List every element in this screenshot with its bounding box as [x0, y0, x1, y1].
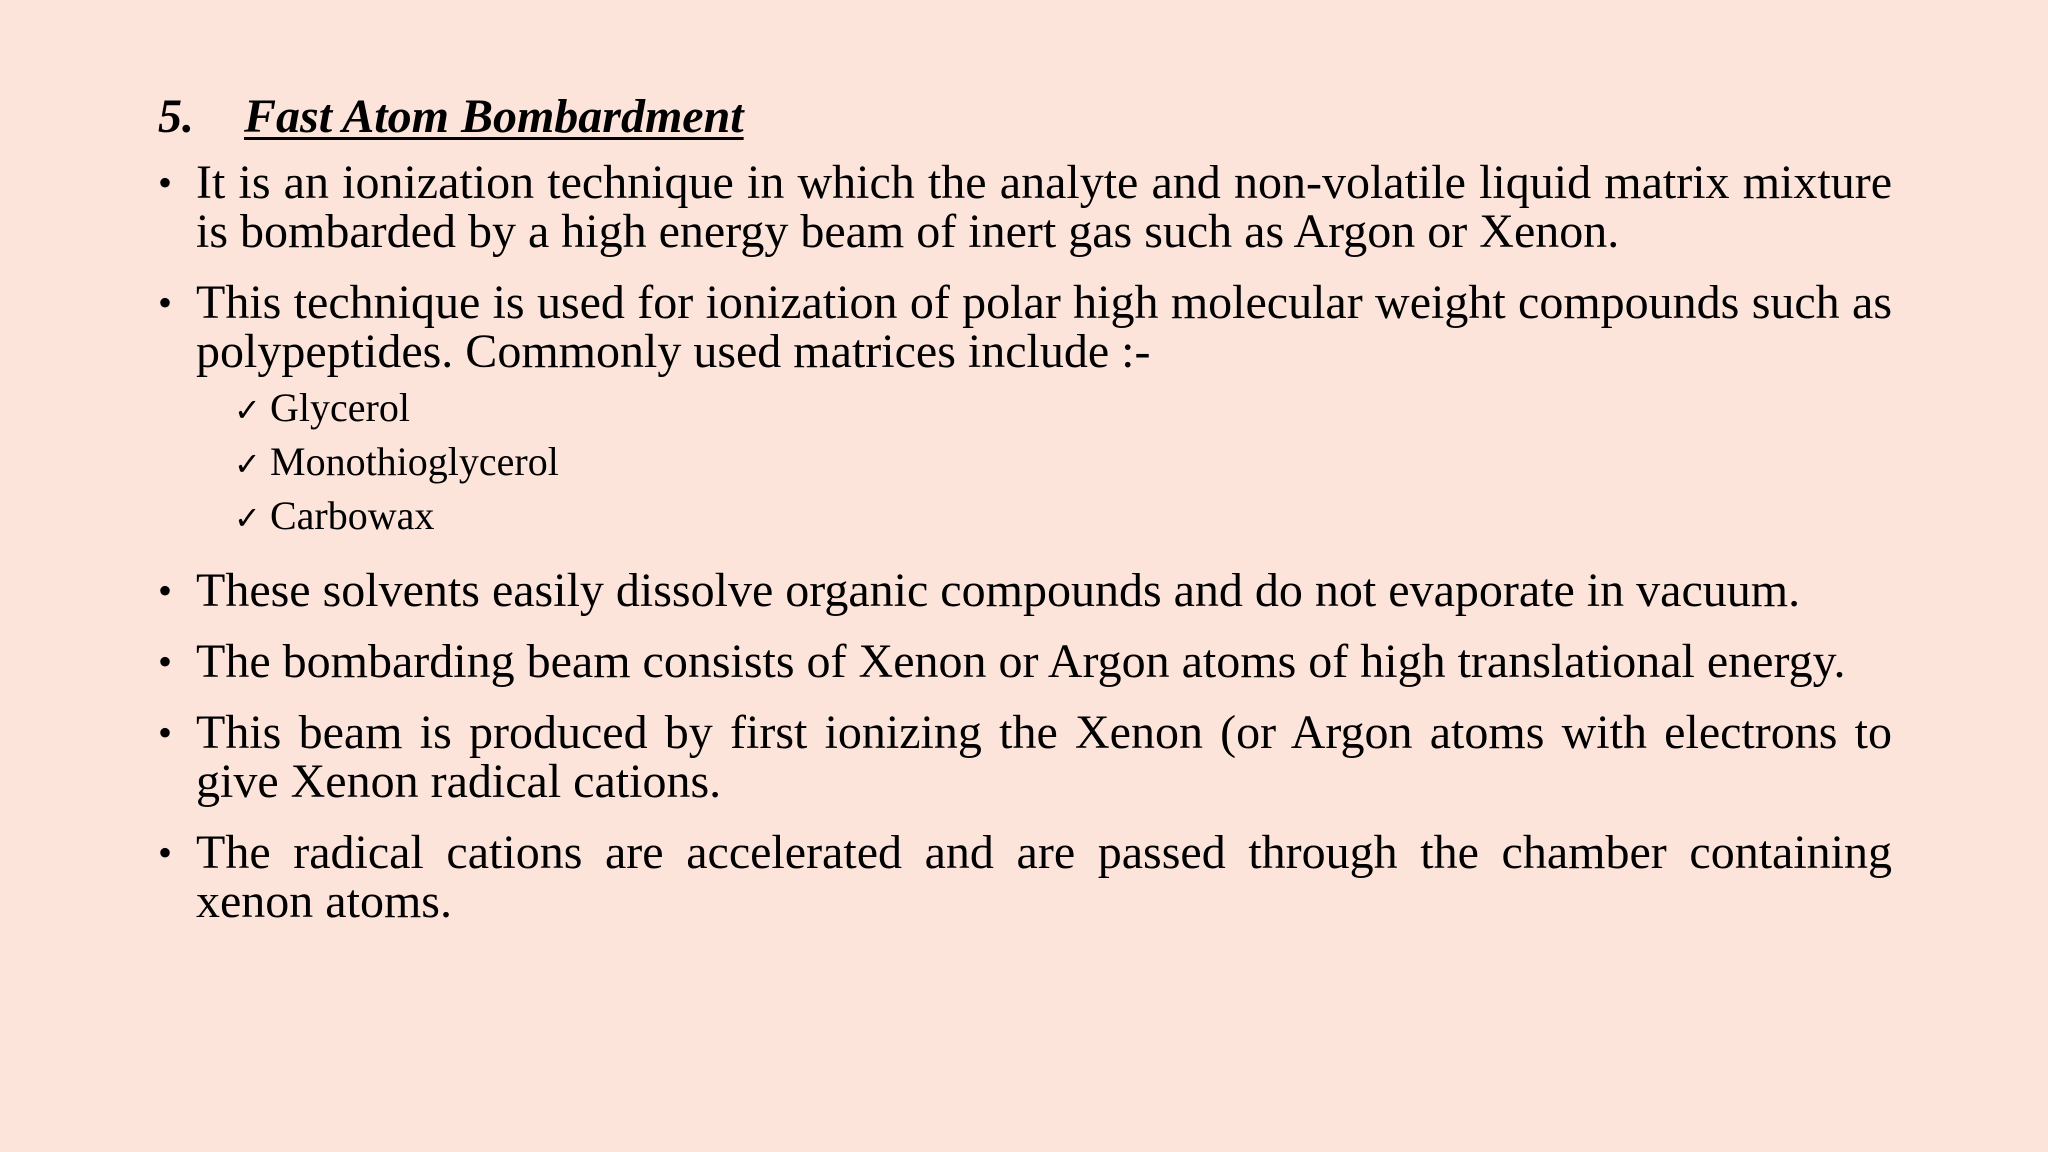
bullet-list — [158, 158, 1892, 948]
bullet-text: These solvents easily dissolve organic compounds and do not evaporate in vacuum. — [196, 564, 1801, 617]
matrix-label: Carbowax — [270, 493, 435, 538]
matrix-item — [234, 490, 1892, 544]
bullet-icon: • — [158, 830, 173, 875]
bullet-item — [158, 828, 1892, 926]
bullet-text: It is an ionization technique in which the analyte and non-volatile liquid matrix mixture is bombarded by a high energy beam of inert gas such as Argon or Xenon. — [196, 156, 1892, 258]
slide-heading — [158, 88, 744, 146]
bullet-icon: • — [158, 568, 173, 613]
checkmark-icon: ✓ — [234, 391, 261, 429]
matrix-label: Monothioglycerol — [270, 439, 559, 484]
bullet-item — [158, 637, 1892, 686]
matrix-label: Glycerol — [270, 385, 410, 430]
bullet-icon: • — [158, 710, 173, 755]
checkmark-icon: ✓ — [234, 499, 261, 537]
bullet-item — [158, 158, 1892, 256]
bullet-text: The bombarding beam consists of Xenon or Argon atoms of high translational energy. — [196, 635, 1846, 688]
bullet-item — [158, 278, 1892, 544]
bullet-icon: • — [158, 160, 173, 205]
bullet-icon: • — [158, 639, 173, 684]
bullet-item — [158, 708, 1892, 806]
heading-title: Fast Atom Bombardment — [244, 90, 744, 143]
matrix-item — [234, 382, 1892, 436]
bullet-text: This technique is used for ionization of polar high molecular weight compounds such as polypeptides. Commonly used matrices include :- — [196, 276, 1892, 378]
heading-number: 5. — [158, 90, 194, 143]
bullet-item — [158, 566, 1892, 615]
matrix-item — [234, 436, 1892, 490]
matrix-list — [196, 382, 1892, 544]
bullet-text: The radical cations are accelerated and are passed through the chamber containing xenon atoms. — [196, 826, 1892, 928]
bullet-text: This beam is produced by first ionizing the Xenon (or Argon atoms with electrons to give Xenon radical cations. — [196, 706, 1892, 808]
checkmark-icon: ✓ — [234, 445, 261, 483]
bullet-icon: • — [158, 280, 173, 325]
